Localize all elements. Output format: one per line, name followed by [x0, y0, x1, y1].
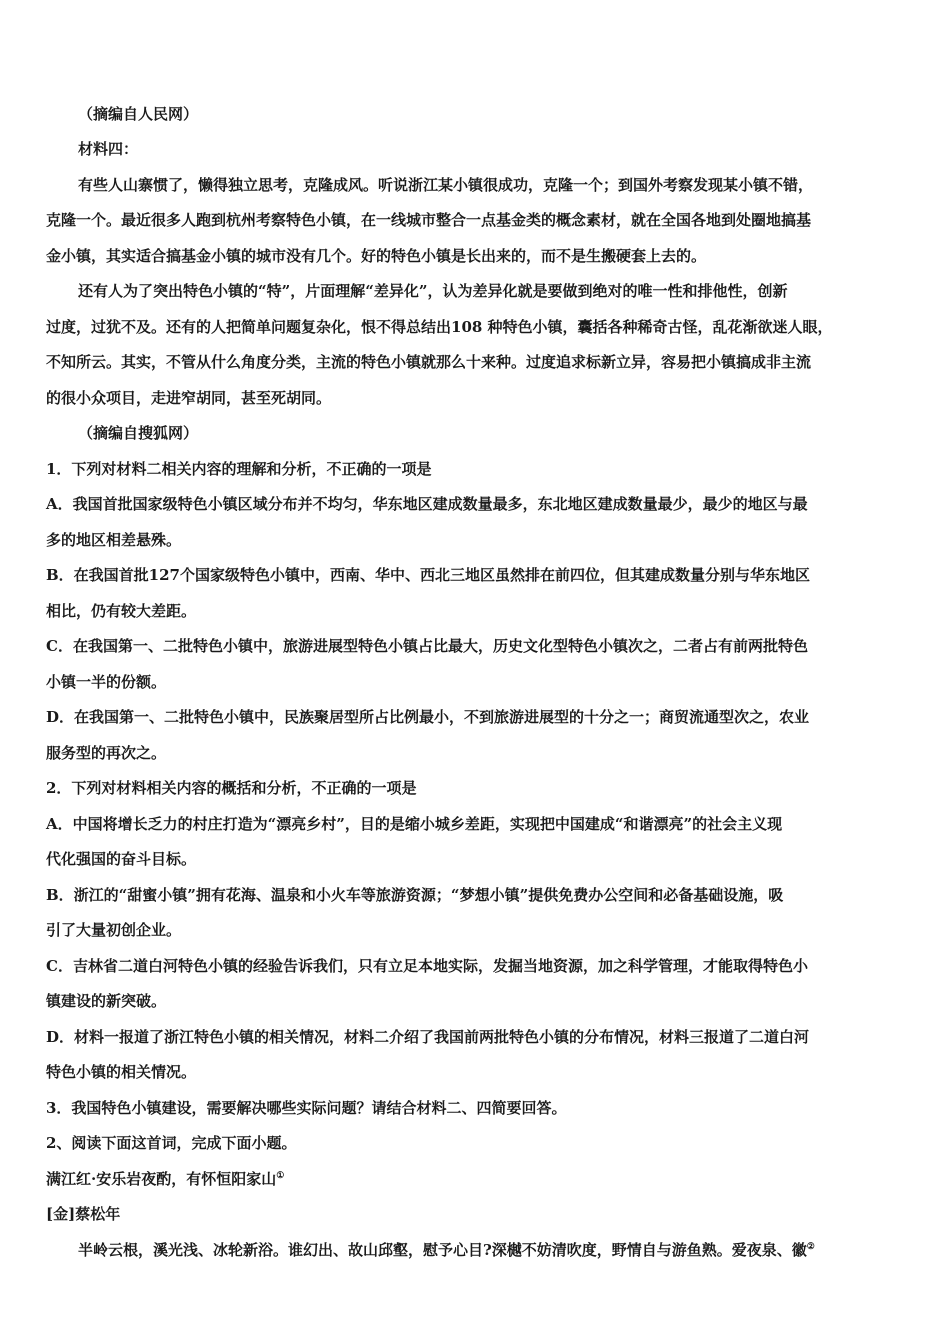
text-line-row: [46, 380, 908, 416]
text-line: D．材料一报道了浙江特色小镇的相关情况，材料二介绍了我国前两批特色小镇的分布情况，材料三报道了二道白河: [46, 1027, 810, 1046]
text-line-row: [46, 203, 908, 239]
text-line-row: [46, 416, 908, 452]
text-line: 过度，过犹不及。还有的人把简单问题复杂化，恨不得总结出108 种特色小镇，囊括各种稀奇古怪，乱花渐欲迷人眼，: [46, 317, 833, 336]
poem-title-row: [46, 1161, 908, 1197]
text-line: 2．下列对材料相关内容的概括和分析，不正确的一项是: [46, 779, 417, 798]
poem-first-line-row: [46, 1232, 908, 1268]
text-line: C．在我国第一、二批特色小镇中，旅游进展型特色小镇占比最大，历史文化型特色小镇次之，二者占有前两批特色: [46, 637, 808, 656]
text-line-row: [46, 1126, 908, 1162]
text-line-row: [46, 309, 908, 345]
text-line-row: [46, 238, 908, 274]
text-line: 克隆一个。最近很多人跑到杭州考察特色小镇，在一线城市整合一点基金类的概念素材，就在全国各地到处圈地搞基: [46, 211, 812, 230]
text-line: 2、阅读下面这首词，完成下面小题。: [46, 1134, 297, 1153]
text-line: A．中国将增长乏力的村庄打造为“漂亮乡村”，目的是缩小城乡差距，实现把中国建成“和谐漂亮”的社会主义现: [46, 814, 783, 833]
text-line-row: [46, 345, 908, 381]
text-line: 相比，仍有较大差距。: [46, 601, 197, 620]
text-line: C．吉林省二道白河特色小镇的经验告诉我们，只有立足本地实际，发掘当地资源，加之科学管理，才能取得特色小: [46, 956, 808, 975]
footnote-mark-1: ①: [276, 1170, 285, 1181]
text-line-row: [46, 735, 908, 771]
text-line: 金小镇，其实适合搞基金小镇的城市没有几个。好的特色小镇是长出来的，而不是生搬硬套上去的。: [46, 246, 707, 265]
text-line-row: [46, 842, 908, 878]
text-line: 镇建设的新突破。: [46, 992, 167, 1011]
text-lines: [46, 96, 908, 1161]
text-line-row: [46, 96, 908, 132]
text-line: 不知所云。其实，不管从什么角度分类，主流的特色小镇就那么十来种。过度追求标新立异，容易把小镇搞成非主流: [46, 353, 812, 372]
text-line-row: [46, 593, 908, 629]
poem-first-line: 半岭云根，溪光浅、冰轮新浴。谁幻出、故山邱壑，慰予心目?深樾不妨清吹度，野情自与游鱼熟。爱夜泉、徽②: [78, 1240, 815, 1259]
text-line: 小镇一半的份额。: [46, 672, 167, 691]
text-line: 材料四：: [78, 140, 139, 159]
text-line: 特色小镇的相关情况。: [46, 1063, 197, 1082]
text-line: 服务型的再次之。: [46, 743, 167, 762]
text-line-row: [46, 771, 908, 807]
text-line: B．浙江的“甜蜜小镇”拥有花海、温泉和小火车等旅游资源；“梦想小镇”提供免费办公空间和必备基础设施，吸: [46, 885, 784, 904]
text-line-row: [46, 806, 908, 842]
poem-author-row: [46, 1197, 908, 1233]
text-line-row: [46, 1055, 908, 1091]
text-line: 代化强国的奋斗目标。: [46, 850, 197, 869]
text-line: 3．我国特色小镇建设，需要解决哪些实际问题？请结合材料二、四简要回答。: [46, 1098, 567, 1117]
text-line: （摘编自搜狐网）: [78, 424, 199, 443]
text-line-row: [46, 700, 908, 736]
text-line-row: [46, 132, 908, 168]
text-line-row: [46, 274, 908, 310]
text-line-row: [46, 984, 908, 1020]
footnote-mark-2: ②: [806, 1241, 815, 1252]
text-line-row: [46, 664, 908, 700]
text-line: 有些人山寨惯了，懒得独立思考，克隆成风。听说浙江某小镇很成功，克隆一个；到国外考察发现某小镇不错，: [78, 175, 814, 194]
text-line-row: [46, 948, 908, 984]
text-line-row: [46, 877, 908, 913]
text-line: 1．下列对材料二相关内容的理解和分析，不正确的一项是: [46, 459, 432, 478]
poem-author: [金]蔡松年: [46, 1205, 121, 1224]
text-line: A．我国首批国家级特色小镇区域分布并不均匀，华东地区建成数量最多，东北地区建成数量最少，最少的地区与最: [46, 495, 808, 514]
document-page: [46, 96, 908, 1268]
text-line-row: [46, 487, 908, 523]
text-line-row: [46, 451, 908, 487]
text-line: 多的地区相差悬殊。: [46, 530, 182, 549]
text-line-row: [46, 1090, 908, 1126]
text-line-row: [46, 629, 908, 665]
text-line-row: [46, 1019, 908, 1055]
text-line: 还有人为了突出特色小镇的“特”，片面理解“差异化”，认为差异化就是要做到绝对的唯一性和排他性，创新: [78, 282, 788, 301]
text-line-row: [46, 913, 908, 949]
poem-title: 满江红·安乐岩夜酌，有怀恒阳家山①: [46, 1169, 285, 1188]
text-line-row: [46, 167, 908, 203]
text-line: （摘编自人民网）: [78, 104, 199, 123]
text-line: B．在我国首批127个国家级特色小镇中，西南、华中、西北三地区虽然排在前四位，但其建成数量分别与华东地区: [46, 566, 810, 585]
text-line: 的很小众项目，走进窄胡同，甚至死胡同。: [46, 388, 332, 407]
text-line: 引了大量初创企业。: [46, 921, 182, 940]
text-line: D．在我国第一、二批特色小镇中，民族聚居型所占比例最小，不到旅游进展型的十分之一；商贸流通型次之，农业: [46, 708, 810, 727]
text-line-row: [46, 522, 908, 558]
text-line-row: [46, 558, 908, 594]
